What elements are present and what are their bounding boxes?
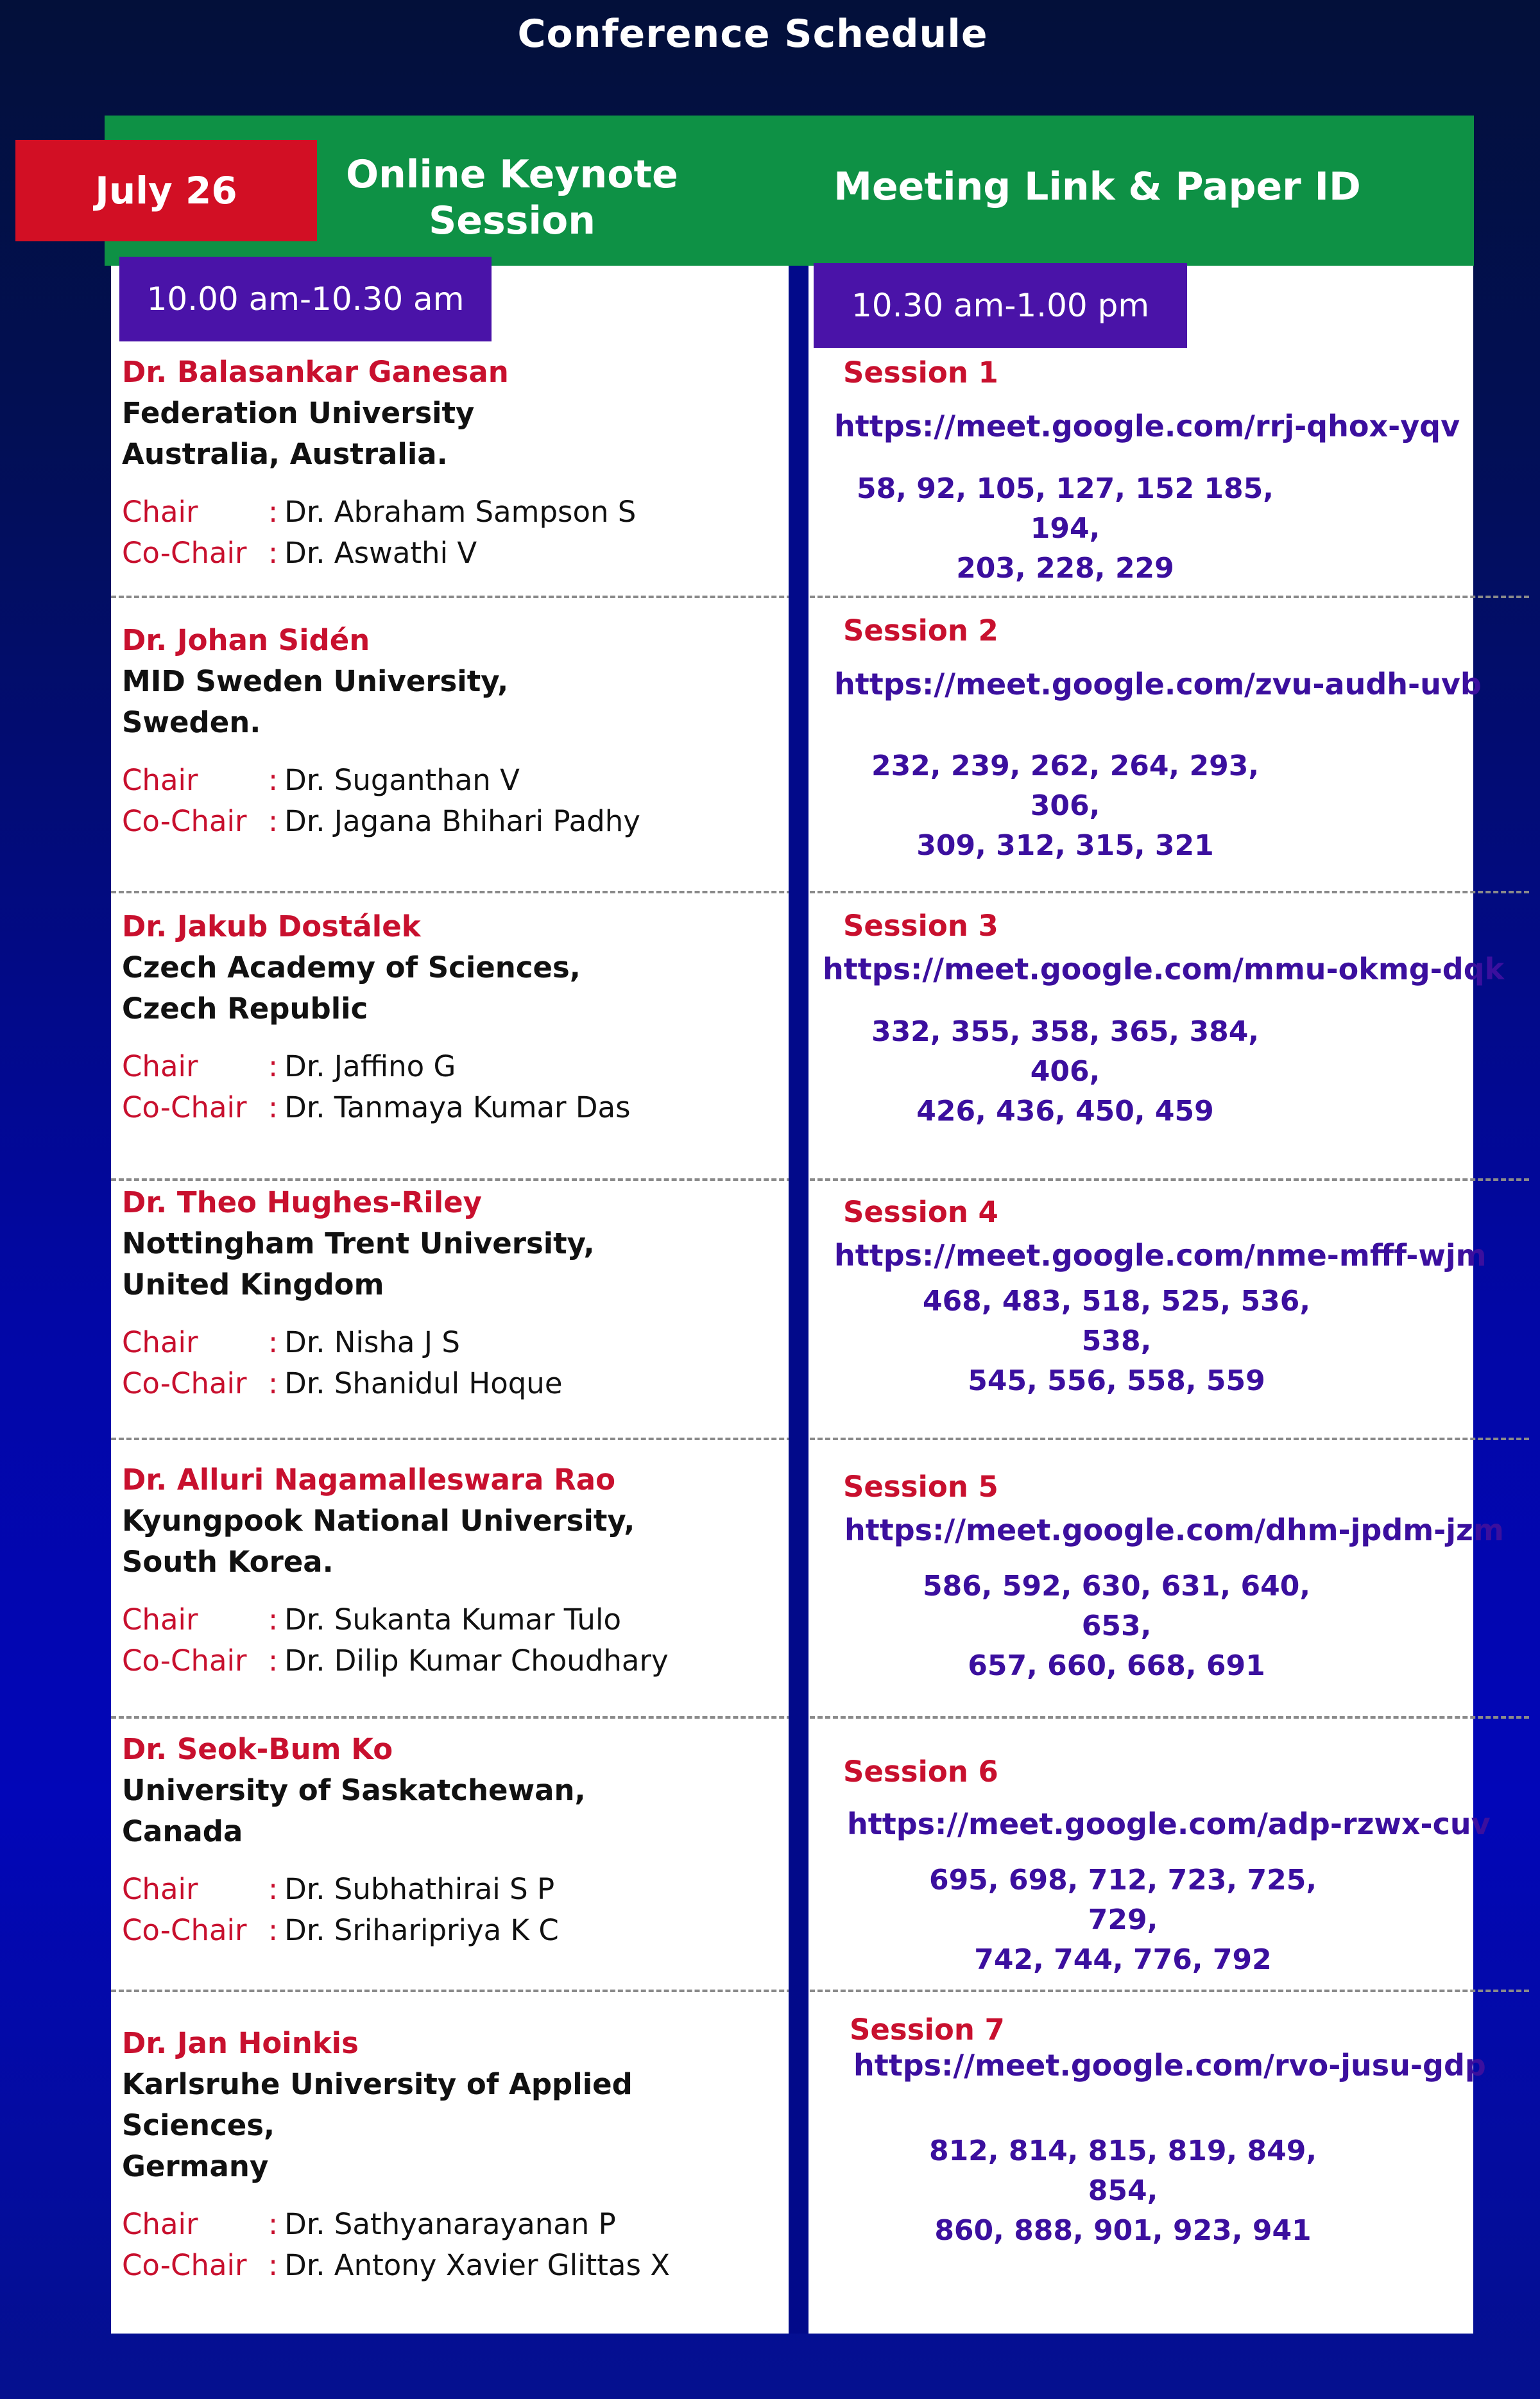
speaker-country: United Kingdom bbox=[122, 1268, 384, 1302]
speaker-country: South Korea. bbox=[122, 1545, 334, 1579]
chair-name: Dr. Nisha J S bbox=[284, 1325, 460, 1359]
chair-colon: : bbox=[268, 1049, 278, 1083]
page-title: Conference Schedule bbox=[517, 12, 988, 56]
paper-ids-line2: 860, 888, 901, 923, 941 bbox=[934, 2214, 1312, 2247]
cochair-label: Co-Chair bbox=[122, 1090, 247, 1124]
speaker-country: Germany bbox=[122, 2149, 269, 2183]
speaker-affiliation: MID Sweden University, bbox=[122, 664, 509, 698]
row-divider bbox=[111, 1438, 1529, 1440]
session-label: Session 2 bbox=[843, 614, 998, 648]
chair-colon: : bbox=[268, 2207, 278, 2241]
row-divider bbox=[111, 1178, 1529, 1181]
paper-ids-line2: 657, 660, 668, 691 bbox=[968, 1649, 1265, 1682]
speaker-affiliation: Czech Academy of Sciences, bbox=[122, 950, 581, 985]
cochair-colon: : bbox=[268, 1644, 278, 1678]
session-block bbox=[815, 2013, 1486, 2251]
session-block bbox=[815, 1195, 1487, 1401]
session-label: Session 1 bbox=[843, 356, 998, 390]
speaker-affiliation: University of Saskatchewan, bbox=[122, 1773, 586, 1807]
chair-name: Dr. Jaffino G bbox=[284, 1049, 456, 1083]
cochair-name: Dr. Shanidul Hoque bbox=[284, 1366, 563, 1400]
cochair-label: Co-Chair bbox=[122, 1644, 247, 1678]
keynote-header-line1: Online Keynote bbox=[346, 152, 678, 197]
speaker-block bbox=[122, 906, 783, 1128]
speaker-block bbox=[122, 1459, 783, 1681]
paper-ids bbox=[847, 469, 1283, 589]
paper-ids-line2: 203, 228, 229 bbox=[956, 552, 1174, 585]
chair-label: Chair bbox=[122, 1049, 198, 1083]
paper-ids bbox=[898, 1567, 1335, 1686]
keynote-header-line2: Session bbox=[429, 198, 595, 243]
paper-ids-line2: 426, 436, 450, 459 bbox=[916, 1095, 1214, 1128]
session-block bbox=[815, 614, 1482, 866]
cochair-label: Co-Chair bbox=[122, 804, 247, 838]
paper-ids bbox=[905, 1861, 1341, 1980]
cochair-name: Dr. Sriharipriya K C bbox=[284, 1913, 559, 1947]
session-time-badge: 10.30 am-1.00 pm bbox=[814, 263, 1187, 348]
speaker-name: Dr. Johan Sidén bbox=[122, 623, 370, 657]
meeting-link[interactable]: https://meet.google.com/rrj-qhox-yqv bbox=[834, 409, 1460, 443]
cochair-colon: : bbox=[268, 1090, 278, 1124]
chair-label: Chair bbox=[122, 1325, 198, 1359]
chair-name: Dr. Sathyanarayanan P bbox=[284, 2207, 616, 2241]
chair-colon: : bbox=[268, 495, 278, 529]
chair-name: Dr. Subhathirai S P bbox=[284, 1872, 555, 1906]
cochair-name: Dr. Tanmaya Kumar Das bbox=[284, 1090, 631, 1124]
chair-label: Chair bbox=[122, 763, 198, 797]
speaker-block bbox=[122, 1182, 783, 1404]
cochair-colon: : bbox=[268, 536, 278, 570]
cochair-name: Dr. Jagana Bhihari Padhy bbox=[284, 804, 640, 838]
paper-ids-line2: 309, 312, 315, 321 bbox=[916, 829, 1214, 862]
date-badge: July 26 bbox=[15, 140, 317, 241]
cochair-colon: : bbox=[268, 804, 278, 838]
cochair-name: Dr. Antony Xavier Glittas X bbox=[284, 2248, 671, 2282]
paper-ids bbox=[905, 2131, 1341, 2251]
session-block bbox=[815, 356, 1482, 589]
speaker-country: Czech Republic bbox=[122, 992, 368, 1026]
speaker-name: Dr. Balasankar Ganesan bbox=[122, 355, 509, 389]
speaker-name: Dr. Jakub Dostálek bbox=[122, 909, 421, 943]
meeting-link[interactable]: https://meet.google.com/mmu-okmg-dqk bbox=[823, 952, 1505, 986]
meeting-link[interactable]: https://meet.google.com/dhm-jpdm-jzm bbox=[844, 1513, 1504, 1547]
meeting-link[interactable]: https://meet.google.com/zvu-audh-uvb bbox=[834, 667, 1482, 701]
speaker-block bbox=[122, 1729, 783, 1951]
row-divider bbox=[111, 596, 1529, 598]
chair-colon: : bbox=[268, 1603, 278, 1637]
row-divider bbox=[111, 1716, 1529, 1719]
paper-ids-line1: 232, 239, 262, 264, 293, 306, bbox=[871, 750, 1260, 822]
paper-ids-line1: 695, 698, 712, 723, 725, 729, bbox=[928, 1864, 1317, 1936]
speaker-block bbox=[122, 2023, 783, 2286]
session-block bbox=[815, 1470, 1504, 1686]
session-label: Session 7 bbox=[850, 2013, 1005, 2047]
cochair-label: Co-Chair bbox=[122, 1913, 247, 1947]
paper-ids bbox=[847, 746, 1283, 866]
speaker-affiliation: Federation University bbox=[122, 396, 475, 430]
chair-label: Chair bbox=[122, 2207, 198, 2241]
speaker-country: Sweden. bbox=[122, 705, 261, 739]
paper-ids-line1: 812, 814, 815, 819, 849, 854, bbox=[928, 2135, 1317, 2207]
cochair-label: Co-Chair bbox=[122, 2248, 247, 2282]
speaker-country: Australia, Australia. bbox=[122, 437, 448, 471]
chair-name: Dr. Abraham Sampson S bbox=[284, 495, 637, 529]
speaker-name: Dr. Alluri Nagamalleswara Rao bbox=[122, 1463, 615, 1497]
paper-ids bbox=[847, 1012, 1283, 1131]
paper-ids-line2: 545, 556, 558, 559 bbox=[968, 1364, 1265, 1397]
paper-ids-line2: 742, 744, 776, 792 bbox=[974, 1943, 1272, 1976]
meeting-link[interactable]: https://meet.google.com/nme-mfff-wjm bbox=[834, 1238, 1487, 1273]
meeting-link[interactable]: https://meet.google.com/rvo-jusu-gdp bbox=[853, 2048, 1486, 2083]
paper-ids-line1: 586, 592, 630, 631, 640, 653, bbox=[922, 1570, 1311, 1642]
meeting-link[interactable]: https://meet.google.com/adp-rzwx-cuv bbox=[847, 1807, 1491, 1841]
cochair-colon: : bbox=[268, 1366, 278, 1400]
keynote-time-badge: 10.00 am-10.30 am bbox=[119, 257, 492, 341]
chair-label: Chair bbox=[122, 1872, 198, 1906]
paper-ids-line1: 332, 355, 358, 365, 384, 406, bbox=[871, 1015, 1260, 1088]
session-label: Session 3 bbox=[843, 909, 998, 943]
cochair-name: Dr. Dilip Kumar Choudhary bbox=[284, 1644, 669, 1678]
chair-label: Chair bbox=[122, 495, 198, 529]
speaker-name: Dr. Seok-Bum Ko bbox=[122, 1732, 393, 1766]
speaker-block bbox=[122, 352, 783, 574]
speaker-affiliation: Karlsruhe University of Applied Sciences, bbox=[122, 2067, 633, 2142]
cochair-colon: : bbox=[268, 1913, 278, 1947]
session-label: Session 6 bbox=[843, 1755, 998, 1789]
chair-name: Dr. Sukanta Kumar Tulo bbox=[284, 1603, 621, 1637]
cochair-label: Co-Chair bbox=[122, 1366, 247, 1400]
speaker-affiliation: Kyungpook National University, bbox=[122, 1504, 635, 1538]
chair-colon: : bbox=[268, 1872, 278, 1906]
cochair-label: Co-Chair bbox=[122, 536, 247, 570]
column-gap bbox=[789, 266, 809, 2334]
chair-name: Dr. Suganthan V bbox=[284, 763, 520, 797]
paper-ids bbox=[898, 1282, 1335, 1401]
speaker-affiliation: Nottingham Trent University, bbox=[122, 1226, 595, 1260]
speaker-block bbox=[122, 620, 783, 842]
chair-colon: : bbox=[268, 1325, 278, 1359]
cochair-name: Dr. Aswathi V bbox=[284, 536, 477, 570]
row-divider bbox=[111, 891, 1529, 893]
paper-ids-line1: 468, 483, 518, 525, 536, 538, bbox=[922, 1285, 1311, 1357]
session-block bbox=[815, 909, 1505, 1131]
session-label: Session 5 bbox=[843, 1470, 998, 1504]
speaker-country: Canada bbox=[122, 1814, 243, 1848]
meeting-header: Meeting Link & Paper ID bbox=[834, 164, 1361, 209]
speaker-name: Dr. Theo Hughes-Riley bbox=[122, 1185, 483, 1219]
keynote-header bbox=[320, 151, 705, 244]
chair-label: Chair bbox=[122, 1603, 198, 1637]
row-divider bbox=[111, 1990, 1529, 1992]
speaker-name: Dr. Jan Hoinkis bbox=[122, 2026, 359, 2060]
session-block bbox=[815, 1755, 1491, 1980]
cochair-colon: : bbox=[268, 2248, 278, 2282]
paper-ids-line1: 58, 92, 105, 127, 152 185, 194, bbox=[856, 472, 1274, 545]
chair-colon: : bbox=[268, 763, 278, 797]
session-label: Session 4 bbox=[843, 1195, 998, 1229]
